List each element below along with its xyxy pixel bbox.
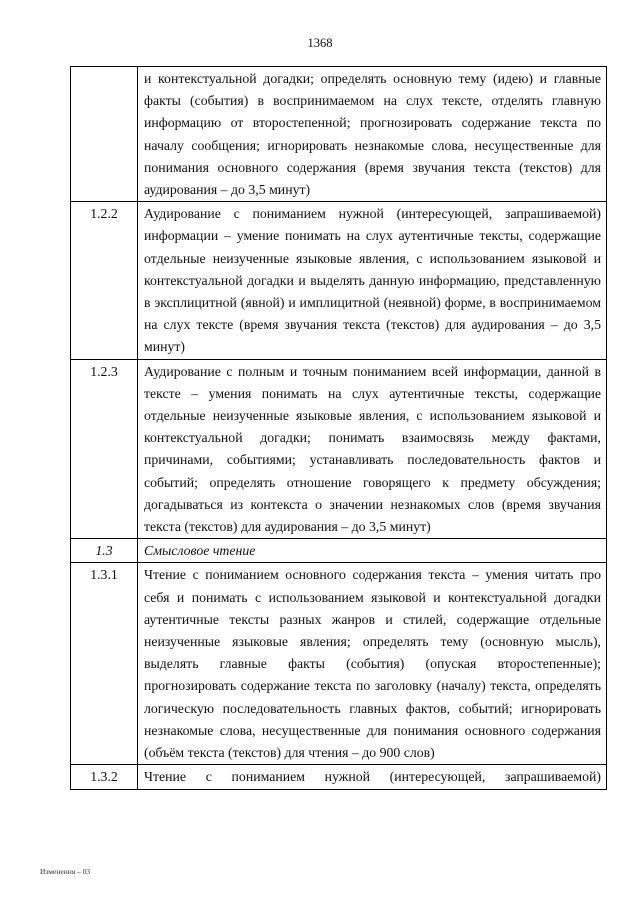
row-text: Смысловое чтение (138, 539, 607, 563)
row-text: Аудирование с пониманием нужной (интересующей, запрашиваемой) информации – умение понимать на слух аутентичные тексты, содержащие отдельные неизученные языковые явления, с использованием языковой и контекстуальной догадки и выделять данную информацию, представленную в эксплицитной (явной) и имплицитной (неявной) форме, в воспринимаемом на слух тексте (время звучания текста (текстов) для аудирования – до 3,5 минут) (138, 202, 607, 359)
row-code: 1.3.1 (71, 563, 138, 765)
table-row (71, 765, 607, 789)
table-row (71, 359, 607, 539)
row-code: 1.2.2 (71, 202, 138, 359)
row-text: Чтение с пониманием нужной (интересующей, запрашиваемой) (138, 765, 607, 789)
row-code: 1.3.2 (71, 765, 138, 789)
content-table (70, 66, 607, 790)
row-code: 1.2.3 (71, 359, 138, 539)
footer-revision: Изменения – 03 (40, 867, 91, 876)
table-row (71, 563, 607, 765)
table-row-section (71, 539, 607, 563)
row-text: Аудирование с полным и точным пониманием всей информации, данной в тексте – умения понимать на слух аутентичные тексты, содержащие отдельные неизученные языковые явления, с использованием языковой и контекстуальной догадки; понимать взаимосвязь между фактами, причинами, событиями; устанавливать последовательность фактов и событий; определять отношение говорящего к предмету обсуждения; догадываться из контекста о значении незнакомых слов (время звучания текста (текстов) для аудирования – до 3,5 минут) (138, 359, 607, 539)
row-code (71, 67, 138, 202)
row-text: и контекстуальной догадки; определять основную тему (идею) и главные факты (события) в воспринимаемом на слух тексте, отделять главную информацию от второстепенной; прогнозировать содержание текста по началу сообщения; игнорировать незнакомые слова, несущественные для понимания основного содержания (время звучания текста (текстов) для аудирования – до 3,5 минут) (138, 67, 607, 202)
table-row (71, 67, 607, 202)
row-text: Чтение с пониманием основного содержания текста – умения читать про себя и понимать с использованием языковой и контекстуальной догадки аутентичные тексты разных жанров и стилей, содержащие отдельные неизученные языковые явления; определять тему (основную мысль), выделять главные факты (события) (опуская второстепенные); прогнозировать содержание текста по заголовку (началу) текста, определять логическую последовательность главных фактов, событий; игнорировать незнакомые слова, несущественные для понимания основного содержания (объём текста (текстов) для чтения – до 900 слов) (138, 563, 607, 765)
page-number: 1368 (307, 36, 333, 50)
row-code: 1.3 (71, 539, 138, 563)
table-row (71, 202, 607, 359)
